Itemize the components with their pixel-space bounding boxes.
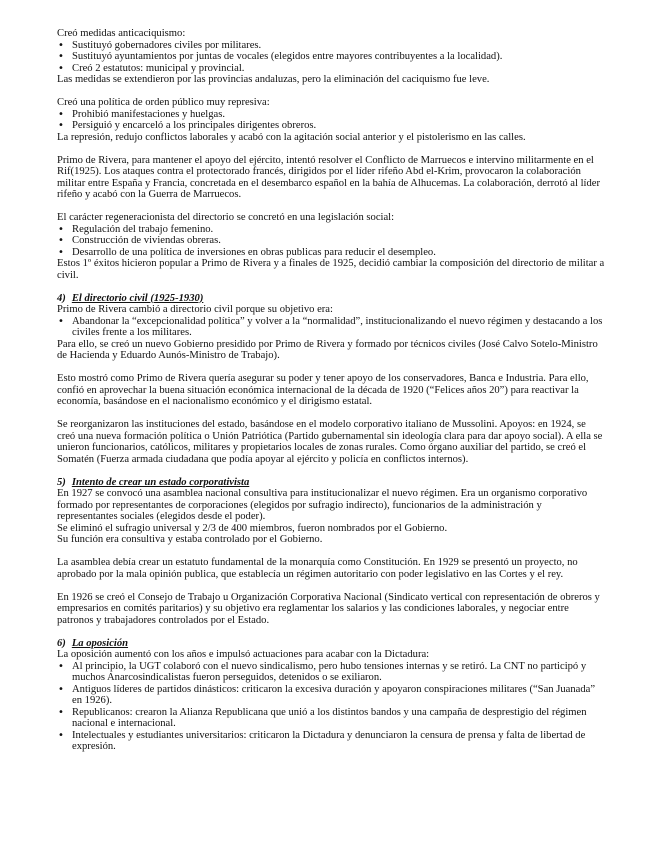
list-item: • Prohibió manifestaciones y huelgas. <box>57 109 605 121</box>
document-page <box>57 28 605 753</box>
section5-para2: La asamblea debía crear un estatuto fundamental de la monarquía como Constitución. En 1929 se presentó un proyecto, no aprobado por la mala opinión publica, que establecía un régimen autoritario con poder legislativo en las Cortes y el rey. <box>57 557 578 580</box>
list-item: • Abandonar la “excepcionalidad política” y volver a la “normalidad”, institucionalizando el nuevo régimen y destacando a los civiles frente a los militares. <box>57 316 605 339</box>
list-item: • Regulación del trabajo femenino. <box>57 224 605 236</box>
block2-intro: Creó una política de orden público muy represiva: <box>57 97 270 108</box>
section4-intro: Primo de Rivera cambió a directorio civil porque su objetivo era: <box>57 304 333 315</box>
section5-para1c: Su función era consultiva y estaba controlado por el Gobierno. <box>57 534 323 545</box>
section-number: 4) <box>57 292 66 304</box>
morocco-paragraph: Primo de Rivera, para mantener el apoyo del ejército, intentó resolver el Conflicto de Marruecos e intervino militarmente en el Rif(1925). Los ataques contra el protectorado francés, dirigidos por el líder rifeño Abd el-Krim, provocaron la colaboración militar entre España y Francia, concretada en el desembarco español en la bahía de Alhucemas. La colaboración, derrotó al líder rifeño y acabó con la Guerra de Marruecos. <box>57 154 600 200</box>
section-number: 5) <box>57 476 66 488</box>
block4-intro: El carácter regeneracionista del directorio se concretó en una legislación social: <box>57 212 395 223</box>
section4-para3: Se reorganizaron las instituciones del estado, basándose en el modelo corporativo italiano de Mussolini. Apoyos: en 1924, se creó una nueva formación política o Unión Patriótica (Partido gubernamental sin ideología clara para dar apoyo social). A ella se unieron funcionarios, católicos, militares y propietarios locales de zonas rurales. Como órgano auxiliar del partido, se creó el Somatén (Fuerza armada ciudadana que podía apoyar al ejército y policía en conflictos internos). <box>57 419 603 465</box>
list-item: • Intelectuales y estudiantes universitarios: criticaron la Dictadura y denunciaron la censura de prensa y falta de libertad de expresión. <box>57 730 605 753</box>
list-item: • Creó 2 estatutos: municipal y provincial. <box>57 63 605 75</box>
section-title: La oposición <box>71 637 129 649</box>
list-item: • Republicanos: crearon la Alianza Republicana que unió a los distintos bandos y una campaña de desprestigio del régimen nacional e internacional. <box>57 707 605 730</box>
section-title: El directorio civil (1925-1930) <box>71 292 204 304</box>
block4-outro: Estos 1º éxitos hicieron popular a Primo de Rivera y a finales de 1925, decidió cambiar la composición del directorio de militar a civil. <box>57 258 605 281</box>
section4-para1: Para ello, se creó un nuevo Gobierno presidido por Primo de Rivera y formado por técnicos civiles (José Calvo Sotelo-Ministro de Hacienda y Eduardo Aunós-Ministro de Trabajo). <box>57 338 598 361</box>
block1-list <box>57 40 605 75</box>
list-item: • Desarrollo de una política de inversiones en obras publicas para reducir el desempleo. <box>57 247 605 259</box>
block1-outro: Las medidas se extendieron por las provincias andaluzas, pero la eliminación del caciquismo fue leve. <box>57 74 490 85</box>
list-item: • Sustituyó ayuntamientos por juntas de vocales (elegidos entre mayores contribuyentes a la localidad). <box>57 51 605 63</box>
section5-para1b: Se eliminó el sufragio universal y 2/3 de 400 miembros, fueron nombrados por el Gobierno. <box>57 522 448 534</box>
section-5-heading <box>57 477 605 489</box>
block1-intro: Creó medidas anticaciquismo: <box>57 28 186 39</box>
list-item: • Al principio, la UGT colaboró con el nuevo sindicalismo, pero hubo tensiones internas y se retiró. La CNT no participó y muchos Anarcosindicalistas fueron perseguidos, detenidos o se exiliaron. <box>57 661 605 684</box>
section4-para2: Esto mostró como Primo de Rivera quería asegurar su poder y tener apoyo de los conservadores, Banca e Industria. Para ello, confió en aprovechar la buena situación económica internacional de la década de 1920 (“Felices años 20”) para reactivar la economía, basándose en el nacionalismo económico y el dirigismo estatal. <box>57 373 589 407</box>
list-item: • Construcción de viviendas obreras. <box>57 235 605 247</box>
section-4-heading <box>57 293 605 305</box>
list-item: • Sustituyó gobernadores civiles por militares. <box>57 40 605 52</box>
section5-para3: En 1926 se creó el Consejo de Trabajo u Organización Corporativa Nacional (Sindicato vertical con representación de obreros y empresarios en comités paritarios) y su objetivo era reglamentar los salarios y las condiciones laborales, y negociar entre patronos y trabajadores controlados por el Estado. <box>57 591 600 626</box>
block2-list <box>57 109 605 132</box>
section5-para1: En 1927 se convocó una asamblea nacional consultiva para institucionalizar el nuevo régimen. Era un organismo corporativo formado por representantes de corporaciones (elegidos por sufragio indirecto), funcionarios de la administración y representantes sociales (elegidos desde el poder). <box>57 488 588 522</box>
block2-outro: La represión, redujo conflictos laborales y acabó con la agitación social anterior y el pistolerismo en las calles. <box>57 131 526 143</box>
list-item: • Persiguió y encarceló a los principales dirigentes obreros. <box>57 120 605 132</box>
section-6-heading <box>57 638 605 650</box>
section-number: 6) <box>57 637 66 649</box>
list-item: • Antiguos líderes de partidos dinásticos: criticaron la excesiva duración y apoyaron conspiraciones militares (“San Juanada” en 1926). <box>57 684 605 707</box>
block4-list <box>57 224 605 259</box>
section6-intro: La oposición aumentó con los años e impulsó actuaciones para acabar con la Dictadura: <box>57 649 430 660</box>
section4-list <box>57 316 605 339</box>
section6-list <box>57 661 605 753</box>
section-title: Intento de crear un estado corporativista <box>71 476 250 488</box>
